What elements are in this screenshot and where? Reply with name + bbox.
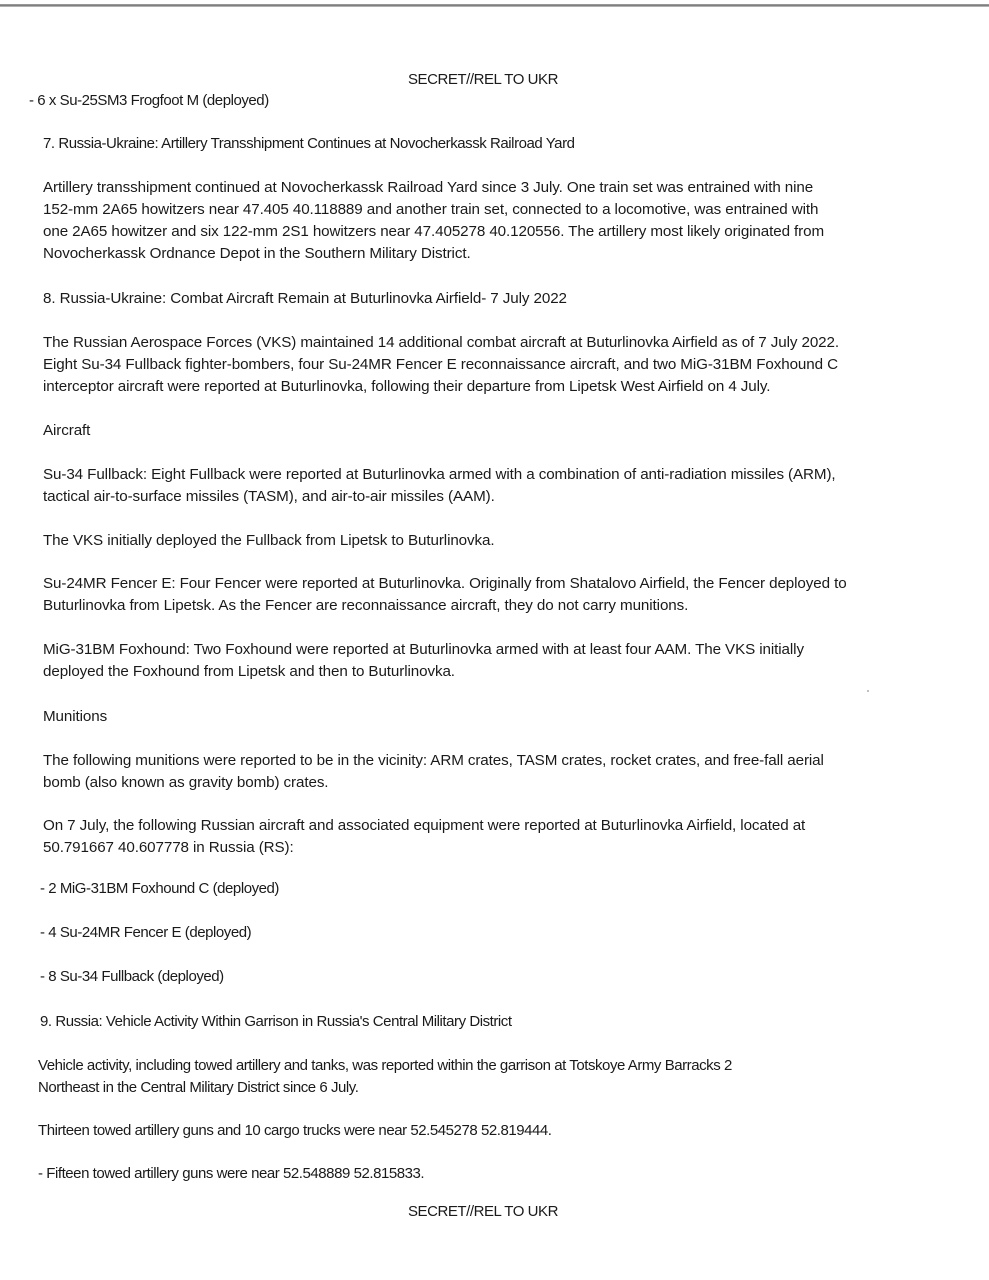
bullet-item: - 6 x Su-25SM3 Frogfoot M (deployed) <box>29 92 269 109</box>
paragraph-line: On 7 July, the following Russian aircraft and associated equipment were reported at Buturlinovka Airfield, located at <box>43 817 806 834</box>
paragraph-line: 50.791667 40.607778 in Russia (RS): <box>43 839 294 856</box>
paragraph-line: deployed the Foxhound from Lipetsk and then to Buturlinovka. <box>43 663 455 680</box>
paragraph-line: Buturlinovka from Lipetsk. As the Fencer are reconnaissance aircraft, they do not carry munitions. <box>43 597 689 614</box>
paragraph-line: The Russian Aerospace Forces (VKS) maintained 14 additional combat aircraft at Buturlinovka Airfield as of 7 July 2022. <box>43 334 839 351</box>
paragraph-line: Novocherkassk Ordnance Depot in the Southern Military District. <box>43 245 471 262</box>
paragraph-line: bomb (also known as gravity bomb) crates. <box>43 774 329 791</box>
subheading-munitions: Munitions <box>43 708 108 725</box>
subheading-aircraft: Aircraft <box>43 422 91 439</box>
paragraph-line: MiG-31BM Foxhound: Two Foxhound were reported at Buturlinovka armed with at least four AAM. The VKS initially <box>43 641 804 658</box>
paragraph-line: Su-24MR Fencer E: Four Fencer were reported at Buturlinovka. Originally from Shatalovo Airfield, the Fencer deployed to <box>43 575 847 592</box>
classification-footer: SECRET//REL TO UKR <box>408 1203 558 1220</box>
bullet-item: - 8 Su-34 Fullback (deployed) <box>40 968 224 985</box>
section-heading-8: 8. Russia-Ukraine: Combat Aircraft Remain at Buturlinovka Airfield- 7 July 2022 <box>43 290 567 307</box>
paragraph-line: The following munitions were reported to be in the vicinity: ARM crates, TASM crates, rocket crates, and free-fall aerial <box>43 752 824 769</box>
classification-header: SECRET//REL TO UKR <box>408 71 558 88</box>
paragraph-line: tactical air-to-surface missiles (TASM), and air-to-air missiles (AAM). <box>43 488 495 505</box>
bullet-item: - 4 Su-24MR Fencer E (deployed) <box>40 924 252 941</box>
paragraph-line: Northeast in the Central Military District since 6 July. <box>38 1079 359 1096</box>
paragraph-line: 152-mm 2A65 howitzers near 47.405 40.118889 and another train set, connected to a locomotive, was entrained with <box>43 201 819 218</box>
paragraph-line: Su-34 Fullback: Eight Fullback were reported at Buturlinovka armed with a combination of anti-radiation missiles (ARM), <box>43 466 836 483</box>
bullet-item: - Fifteen towed artillery guns were near 52.548889 52.815833. <box>38 1165 425 1182</box>
paragraph-line: one 2A65 howitzer and six 122-mm 2S1 howitzers near 47.405278 40.120556. The artillery most likely originated from <box>43 223 825 240</box>
section-heading-9: 9. Russia: Vehicle Activity Within Garrison in Russia's Central Military District <box>40 1013 512 1030</box>
paragraph-line: interceptor aircraft were reported at Buturlinovka, following their departure from Lipetsk West Airfield on 4 July. <box>43 378 771 395</box>
scan-speck <box>867 690 869 692</box>
paragraph-line: Vehicle activity, including towed artillery and tanks, was reported within the garrison at Totskoye Army Barracks 2 <box>38 1057 732 1074</box>
paragraph-line: Thirteen towed artillery guns and 10 cargo trucks were near 52.545278 52.819444. <box>38 1122 552 1139</box>
paragraph-line: Artillery transshipment continued at Novocherkassk Railroad Yard since 3 July. One train set was entrained with nine <box>43 179 814 196</box>
bullet-item: - 2 MiG-31BM Foxhound C (deployed) <box>40 880 279 897</box>
section-heading-7: 7. Russia-Ukraine: Artillery Transshipment Continues at Novocherkassk Railroad Yard <box>43 135 575 152</box>
paragraph-line: Eight Su-34 Fullback fighter-bombers, four Su-24MR Fencer E reconnaissance aircraft, and two MiG-31BM Foxhound C <box>43 356 838 373</box>
paragraph-line: The VKS initially deployed the Fullback from Lipetsk to Buturlinovka. <box>43 532 495 549</box>
scan-edge-line <box>0 4 989 7</box>
